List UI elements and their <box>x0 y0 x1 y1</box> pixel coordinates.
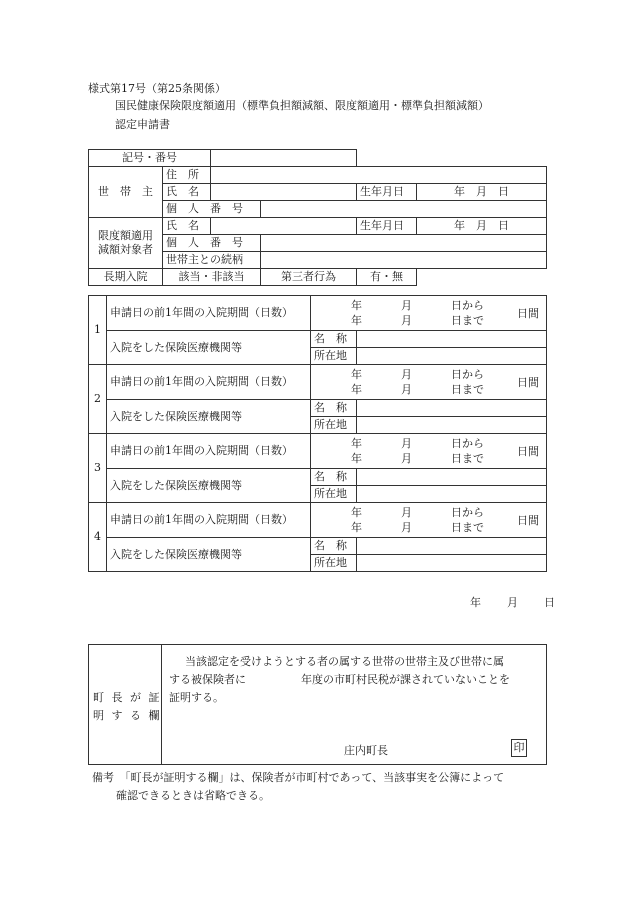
institution-name-label: 名 称 <box>311 400 357 417</box>
institution-name-value[interactable] <box>357 469 547 486</box>
applicant-table <box>88 149 547 286</box>
certification-box <box>88 644 547 765</box>
third-party-value[interactable]: 有・無 <box>357 269 417 286</box>
relation-label: 世帯主との続柄 <box>163 252 261 269</box>
target-name-label: 氏 名 <box>163 218 211 235</box>
target-label: 限度額適用 減額対象者 <box>89 218 163 269</box>
kigo-value[interactable] <box>211 150 357 167</box>
row-number: 1 <box>89 296 107 365</box>
institution-label: 入院をした保険医療機関等 <box>107 400 311 434</box>
setainushi-label: 世 帯 主 <box>89 167 163 218</box>
institution-name-value[interactable] <box>357 538 547 555</box>
hospital-row <box>89 296 547 331</box>
period-value[interactable]: 年 月 日から 年 月 日まで 日間 <box>311 365 547 400</box>
target-dob-label: 生年月日 <box>357 218 417 235</box>
institution-address-label: 所在地 <box>311 348 357 365</box>
target-mynumber-value[interactable] <box>261 235 547 252</box>
institution-label: 入院をした保険医療機関等 <box>107 331 311 365</box>
institution-address-label: 所在地 <box>311 555 357 572</box>
address-label: 住 所 <box>163 167 211 184</box>
date-line: 年 月 日 <box>470 596 555 609</box>
name-label: 氏 名 <box>163 184 211 201</box>
mayor-name: 庄内町長 <box>344 744 388 757</box>
hospital-row <box>89 434 547 469</box>
address-value[interactable] <box>211 167 547 184</box>
note-line1: 備考 「町長が証明する欄」は、保険者が市町村であって、当該事実を公簿によって <box>92 771 505 784</box>
institution-address-label: 所在地 <box>311 417 357 434</box>
institution-name-label: 名 称 <box>311 538 357 555</box>
institution-address-value[interactable] <box>357 348 547 365</box>
note-line2: 確認できるときは省略できる。 <box>116 789 270 802</box>
form-subtitle: 認定申請書 <box>115 118 170 131</box>
name-value[interactable] <box>211 184 357 201</box>
institution-name-label: 名 称 <box>311 469 357 486</box>
row-number: 4 <box>89 503 107 572</box>
period-value[interactable]: 年 月 日から 年 月 日まで 日間 <box>311 434 547 469</box>
mynumber-label: 個 人 番 号 <box>163 201 261 218</box>
certification-text: 当該認定を受けようとする者の属する世帯の世帯主及び世帯に属 する被保険者に 年度の市町村民税が課されていないことを 証明する。 <box>169 655 510 704</box>
row-number: 2 <box>89 365 107 434</box>
institution-name-value[interactable] <box>357 331 547 348</box>
hospital-row <box>89 365 547 400</box>
third-party-label: 第三者行為 <box>261 269 357 286</box>
long-stay-label: 長期入院 <box>89 269 163 286</box>
institution-address-value[interactable] <box>357 555 547 572</box>
period-label: 申請日の前1年間の入院期間（日数） <box>107 365 311 400</box>
institution-address-value[interactable] <box>357 417 547 434</box>
kigo-label: 記号・番号 <box>89 150 211 167</box>
long-stay-value[interactable]: 該当・非該当 <box>163 269 261 286</box>
target-name-value[interactable] <box>211 218 357 235</box>
form-number: 様式第17号（第25条関係） <box>88 82 226 95</box>
target-mynumber-label: 個 人 番 号 <box>163 235 261 252</box>
hospital-table <box>88 295 547 572</box>
seal-mark: 印 <box>511 739 527 757</box>
institution-name-value[interactable] <box>357 400 547 417</box>
period-label: 申請日の前1年間の入院期間（日数） <box>107 434 311 469</box>
row-number: 3 <box>89 434 107 503</box>
institution-label: 入院をした保険医療機関等 <box>107 538 311 572</box>
certification-label: 町 長 が 証 明 す る 欄 <box>89 645 162 764</box>
dob-label: 生年月日 <box>357 184 417 201</box>
institution-address-label: 所在地 <box>311 486 357 503</box>
institution-address-value[interactable] <box>357 486 547 503</box>
period-value[interactable]: 年 月 日から 年 月 日まで 日間 <box>311 296 547 331</box>
hospital-row <box>89 503 547 538</box>
period-value[interactable]: 年 月 日から 年 月 日まで 日間 <box>311 503 547 538</box>
institution-label: 入院をした保険医療機関等 <box>107 469 311 503</box>
period-label: 申請日の前1年間の入院期間（日数） <box>107 296 311 331</box>
form-title: 国民健康保険限度額適用（標準負担額減額、限度額適用・標準負担額減額） <box>115 99 489 112</box>
target-dob-value[interactable]: 年 月 日 <box>417 218 547 235</box>
mynumber-value[interactable] <box>261 201 547 218</box>
institution-name-label: 名 称 <box>311 331 357 348</box>
period-label: 申請日の前1年間の入院期間（日数） <box>107 503 311 538</box>
relation-value[interactable] <box>261 252 547 269</box>
dob-value[interactable]: 年 月 日 <box>417 184 547 201</box>
